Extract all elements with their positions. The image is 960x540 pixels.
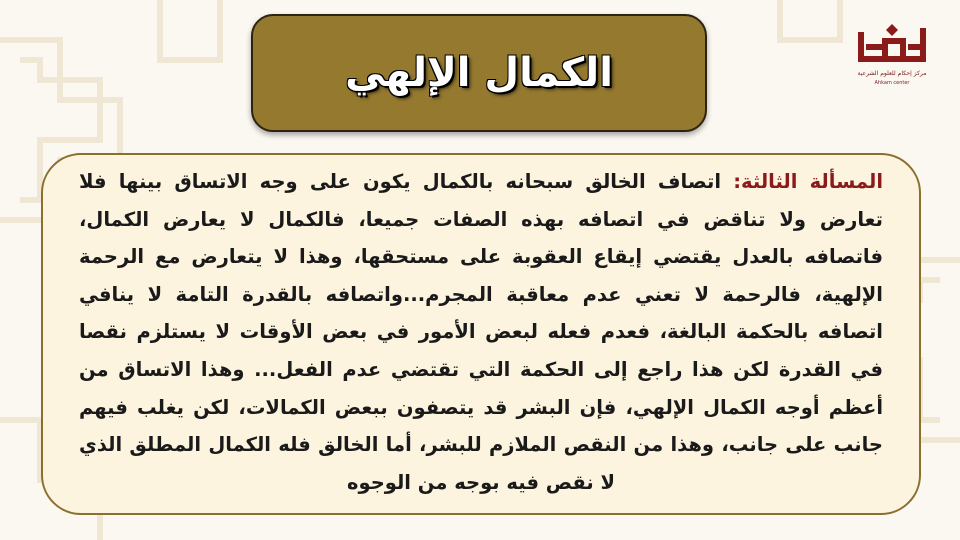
ahkam-logo [846,24,938,96]
slide-title: الكمال الإلهي [345,50,613,96]
issue-body: اتصاف الخالق سبحانه بالكمال يكون على وجه الاتساق بينها فلا تعارض ولا تناقض في اتصافه بهذه الصفات جميعا، فالكمال لا يعارض الكمال، فاتصافه بالعدل يقتضي إيقاع العقوبة على مستحقها، وهذا لا يتعارض مع الرحمة الإلهية، فالرحمة لا تعني عدم معاقبة المجرم...واتصافه بالقدرة التامة لا ينافي اتصافه بالحكمة البالغة، فعدم فعله لبعض الأمور في بعض الأوقات لا يستلزم نقصا في القدرة لكن هذا راجع إلى الحكمة التي تقتضي عدم الفعل... وهذا الاتساق من أعظم أوجه الكمال الإلهي، فإن البشر قد يتصفون ببعض الكمالات، لكن يغلب فيهم جانب على جانب، وهذا من النقص الملازم للبشر، أما الخالق فله الكمال المطلق الذي لا نقص فيه بوجه من الوجوه [79,170,883,494]
issue-heading: المسألة الثالثة: [733,170,883,193]
logo-subtitle: مركز إحكام للعلوم الشرعية [857,70,927,77]
title-banner [251,14,707,132]
content-paragraph [79,163,883,501]
ahkam-logo-mark [852,24,938,68]
logo-tagline: Ahkam center [874,80,910,86]
content-panel [41,153,921,515]
